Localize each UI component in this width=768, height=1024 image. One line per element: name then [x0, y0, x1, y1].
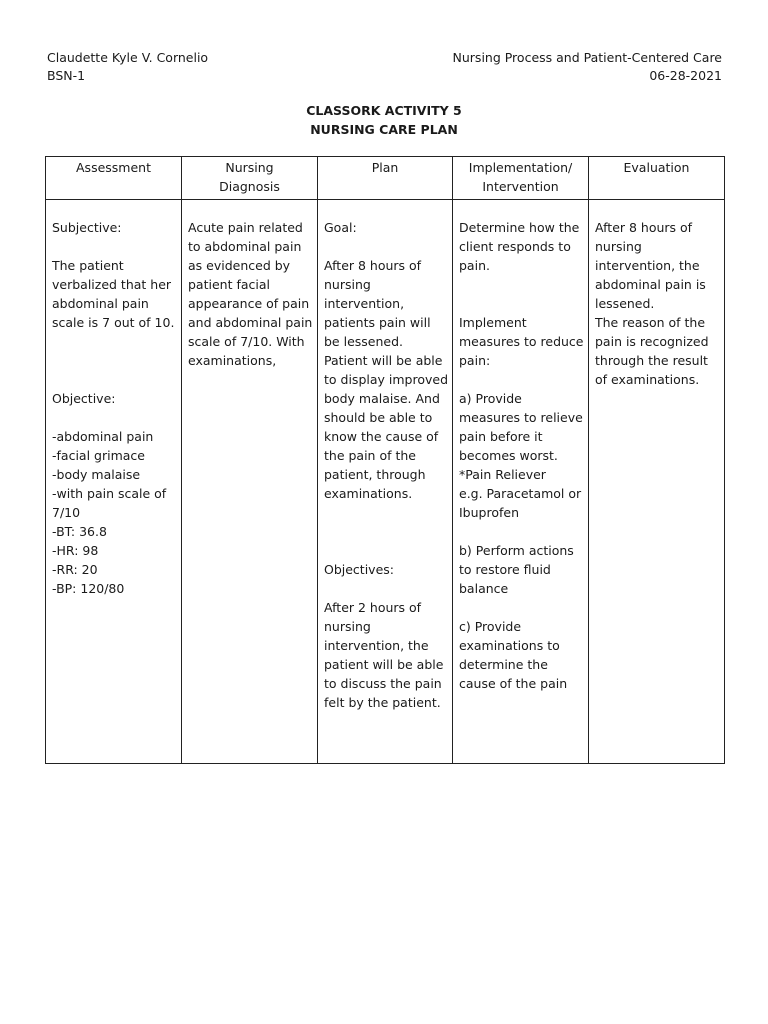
text-line — [324, 579, 447, 598]
text-line — [324, 541, 447, 560]
course-info — [453, 49, 722, 85]
text-line: Determine how the — [459, 220, 580, 235]
title-line-1: CLASSORK ACTIVITY 5 — [306, 103, 462, 118]
implementation-cell — [453, 200, 589, 764]
plan-text — [318, 200, 452, 712]
text-line: After 2 hours of — [324, 600, 422, 615]
header-line: Diagnosis — [219, 178, 280, 194]
text-line: client responds to — [459, 239, 571, 254]
text-line: After 8 hours of — [595, 220, 693, 235]
nursing-care-plan-table — [45, 156, 725, 764]
text-line: -with pain scale of — [52, 486, 167, 501]
header-evaluation — [589, 157, 725, 200]
header-assessment — [46, 157, 182, 200]
text-line: be lessened. — [324, 334, 403, 349]
text-line: b) Perform actions — [459, 543, 574, 558]
text-line: of examinations. — [595, 372, 700, 387]
text-line: appearance of pain — [188, 296, 310, 311]
text-line: verbalized that her — [52, 277, 172, 292]
text-line: pain: — [459, 353, 491, 368]
text-line — [52, 370, 176, 389]
text-line: Acute pain related — [188, 220, 303, 235]
header-line: Assessment — [76, 160, 151, 175]
text-line: Implement — [459, 315, 527, 330]
text-line: balance — [459, 581, 509, 596]
text-line — [459, 275, 583, 294]
text-line: to discuss the pain — [324, 676, 442, 691]
text-line: examinations to — [459, 638, 560, 653]
header-plan — [318, 157, 453, 200]
evaluation-cell — [589, 200, 725, 764]
text-line: 7/10 — [52, 505, 81, 520]
text-line: After 8 hours of — [324, 258, 422, 273]
header-implementation — [453, 157, 589, 200]
header-nursing-diagnosis — [182, 157, 318, 200]
text-line: Subjective: — [52, 220, 122, 235]
text-line: -BP: 120/80 — [52, 581, 125, 596]
text-line — [459, 598, 583, 617]
text-line: to restore fluid — [459, 562, 551, 577]
text-line: cause of the pain — [459, 676, 568, 691]
text-line: becomes worst. — [459, 448, 558, 463]
text-line: patients pain will — [324, 315, 431, 330]
text-line: the pain of the — [324, 448, 416, 463]
text-line: determine the — [459, 657, 548, 672]
text-line: abdominal pain is — [595, 277, 706, 292]
text-line: patient, through — [324, 467, 426, 482]
text-line — [324, 503, 447, 522]
text-line: -body malaise — [52, 467, 141, 482]
text-line — [52, 408, 176, 427]
text-line: The patient — [52, 258, 124, 273]
document-date: 06-28-2021 — [649, 68, 722, 83]
text-line: scale is 7 out of 10. — [52, 315, 175, 330]
text-line: pain. — [459, 258, 490, 273]
text-line: lessened. — [595, 296, 655, 311]
text-line: examinations, — [188, 353, 277, 368]
text-line: body malaise. And — [324, 391, 440, 406]
text-line: -BT: 36.8 — [52, 524, 107, 539]
course-name: Nursing Process and Patient-Centered Care — [452, 50, 722, 65]
text-line: through the result — [595, 353, 708, 368]
text-line: felt by the patient. — [324, 695, 441, 710]
text-line — [52, 237, 176, 256]
diagnosis-cell — [182, 200, 318, 764]
text-line: Objectives: — [324, 562, 394, 577]
header-line: Nursing — [225, 160, 274, 175]
text-line — [459, 294, 583, 313]
header-line: Plan — [371, 160, 399, 175]
text-line: nursing — [324, 277, 371, 292]
title-line-2: NURSING CARE PLAN — [310, 121, 458, 137]
text-line: scale of 7/10. With — [188, 334, 305, 349]
text-line: examinations. — [324, 486, 413, 501]
student-program: BSN-1 — [47, 68, 86, 83]
text-line: -RR: 20 — [52, 562, 98, 577]
text-line: pain before it — [459, 429, 543, 444]
table-row — [46, 200, 725, 764]
document-title — [0, 102, 768, 139]
text-line: intervention, the — [324, 638, 429, 653]
text-line — [459, 370, 583, 389]
text-line — [459, 522, 583, 541]
text-line: -HR: 98 — [52, 543, 99, 558]
text-line: patient facial — [188, 277, 270, 292]
table-header-row — [46, 157, 725, 200]
implementation-text — [453, 200, 588, 693]
text-line: Patient will be able — [324, 353, 443, 368]
text-line: Ibuprofen — [459, 505, 520, 520]
text-line — [324, 237, 447, 256]
header-line: Intervention — [482, 178, 559, 194]
assessment-cell — [46, 200, 182, 764]
text-line — [52, 332, 176, 351]
text-line: -abdominal pain — [52, 429, 154, 444]
text-line: -facial grimace — [52, 448, 145, 463]
header-line: Evaluation — [623, 160, 690, 175]
text-line: *Pain Reliever — [459, 467, 546, 482]
student-info — [47, 49, 208, 85]
evaluation-text — [589, 200, 724, 389]
diagnosis-text — [182, 200, 317, 370]
text-line: patient will be able — [324, 657, 444, 672]
text-line: intervention, the — [595, 258, 700, 273]
text-line — [324, 522, 447, 541]
text-line: e.g. Paracetamol or — [459, 486, 582, 501]
text-line: should be able to — [324, 410, 433, 425]
assessment-text — [46, 200, 181, 598]
text-line: and abdominal pain — [188, 315, 313, 330]
text-line: c) Provide — [459, 619, 522, 634]
text-line: measures to relieve — [459, 410, 583, 425]
text-line: as evidenced by — [188, 258, 291, 273]
text-line: a) Provide — [459, 391, 522, 406]
text-line: nursing — [324, 619, 371, 634]
text-line: to display improved — [324, 372, 448, 387]
plan-cell — [318, 200, 453, 764]
text-line: know the cause of — [324, 429, 439, 444]
text-line: pain is recognized — [595, 334, 709, 349]
text-line: measures to reduce — [459, 334, 584, 349]
text-line: abdominal pain — [52, 296, 149, 311]
text-line: to abdominal pain — [188, 239, 302, 254]
text-line: Objective: — [52, 391, 116, 406]
text-line: The reason of the — [595, 315, 706, 330]
student-name: Claudette Kyle V. Cornelio — [47, 50, 209, 65]
text-line: Goal: — [324, 220, 357, 235]
text-line: intervention, — [324, 296, 405, 311]
header-line: Implementation/ — [468, 160, 573, 175]
text-line — [52, 351, 176, 370]
text-line: nursing — [595, 239, 642, 254]
